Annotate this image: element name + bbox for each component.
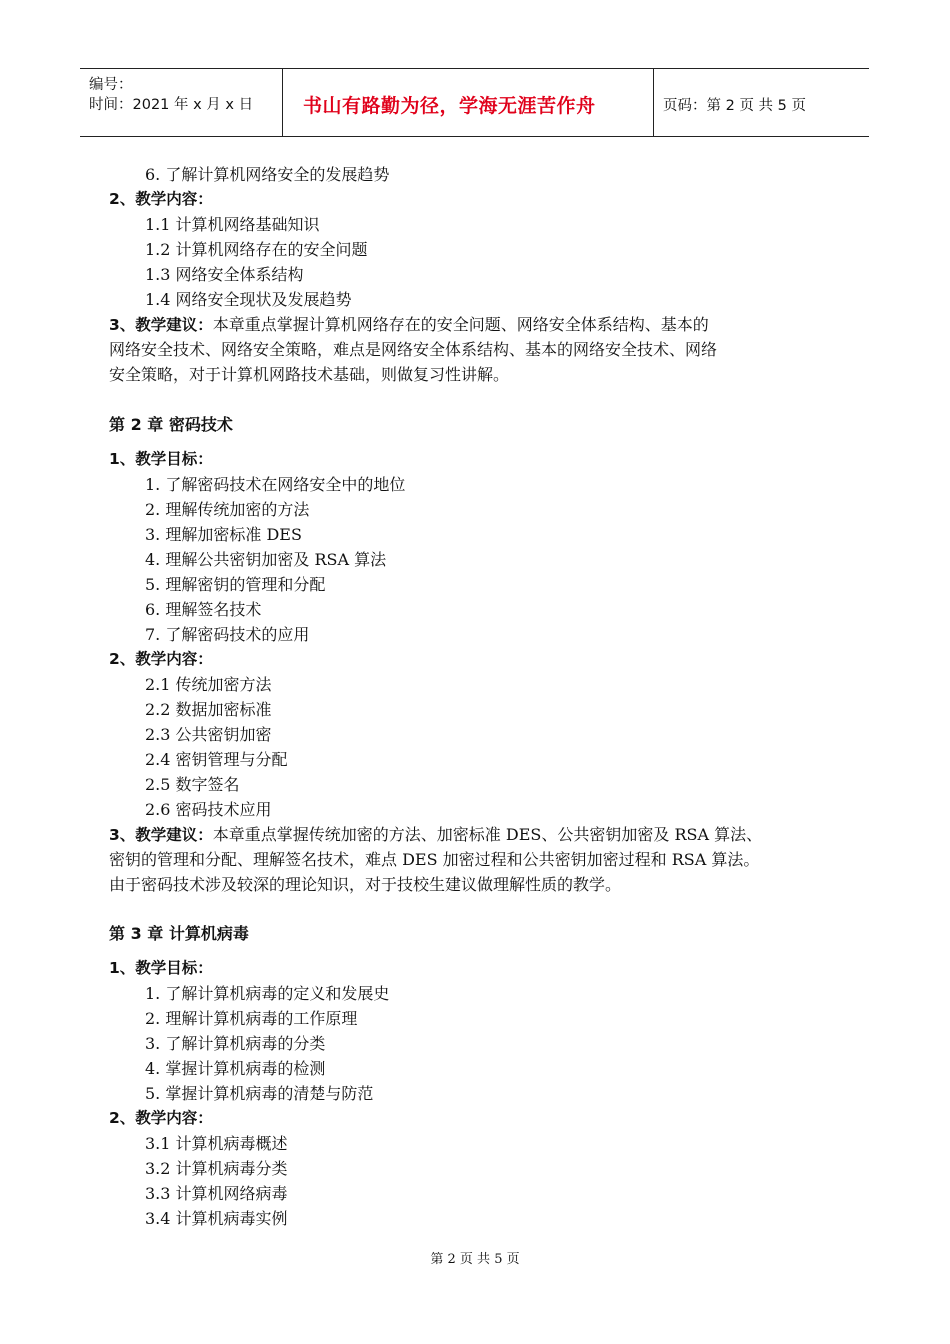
advice-line: 安全策略，对于计算机网路技术基础，则做复习性讲解。 [109,365,510,384]
goal-item: 6. 了解计算机网络安全的发展趋势 [145,165,390,184]
page-number-label: 页码：第 2 页 共 5 页 [663,98,806,114]
page-header [80,68,869,137]
advice-line [109,312,709,338]
goal-item: 4. 理解公共密钥加密及 RSA 算法 [145,550,387,569]
header-right-cell [654,69,869,136]
chapter-title: 第 2 章 密码技术 [109,415,233,434]
goal-item: 2. 理解传统加密的方法 [145,500,310,519]
advice-text: 本章重点掌握传统加密的方法、加密标准 DES、公共密钥加密及 RSA 算法、 [212,825,763,844]
goal-item: 1. 了解密码技术在网络安全中的地位 [145,475,406,494]
advice-text: 本章重点掌握计算机网络存在的安全问题、网络安全体系结构、基本的 [212,315,709,334]
goal-item: 5. 理解密钥的管理和分配 [145,575,326,594]
goal-item: 3. 了解计算机病毒的分类 [145,1034,326,1053]
content-item: 3.1 计算机病毒概述 [145,1134,288,1153]
content-item: 2.2 数据加密标准 [145,700,272,719]
content-item: 3.3 计算机网络病毒 [145,1184,288,1203]
advice-line: 密钥的管理和分配、理解签名技术，难点 DES 加密过程和公共密钥加密过程和 RSA 算法。 [109,850,760,869]
advice-line: 由于密码技术涉及较深的理论知识，对于技校生建议做理解性质的教学。 [109,875,622,894]
advice-line [109,822,762,848]
goal-item: 1. 了解计算机病毒的定义和发展史 [145,984,390,1003]
section-heading: 2、教学内容： [109,190,213,208]
content-item: 2.6 密码技术应用 [145,800,272,819]
header-motto: 书山有路勤为径，学海无涯苦作舟 [303,95,596,117]
advice-heading: 3、教学建议： [109,826,213,844]
goal-item: 6. 理解签名技术 [145,600,262,619]
content-item: 2.3 公共密钥加密 [145,725,272,744]
section-heading: 1、教学目标： [109,450,213,468]
advice-heading: 3、教学建议： [109,316,213,334]
content-item: 1.3 网络安全体系结构 [145,265,304,284]
advice-line: 网络安全技术、网络安全策略，难点是网络安全体系结构、基本的网络安全技术、网络 [109,340,718,359]
content-item: 1.4 网络安全现状及发展趋势 [145,290,352,309]
section-heading: 2、教学内容： [109,650,213,668]
section-heading: 2、教学内容： [109,1109,213,1127]
goal-item: 4. 掌握计算机病毒的检测 [145,1059,326,1078]
content-item: 2.1 传统加密方法 [145,675,272,694]
content-item: 3.2 计算机病毒分类 [145,1159,288,1178]
content-item: 1.2 计算机网络存在的安全问题 [145,240,368,259]
serial-label: 编号： [89,77,133,93]
header-left-cell [80,69,283,136]
section-heading: 1、教学目标： [109,959,213,977]
page-footer: 第 2 页 共 5 页 [430,1252,520,1267]
goal-item: 3. 理解加密标准 DES [145,525,302,544]
content-item: 2.5 数字签名 [145,775,240,794]
goal-item: 2. 理解计算机病毒的工作原理 [145,1009,358,1028]
header-motto-cell [283,69,654,136]
date-label: 时间：2021 年 x 月 x 日 [89,97,254,113]
content-item: 3.4 计算机病毒实例 [145,1209,288,1228]
goal-item: 5. 掌握计算机病毒的清楚与防范 [145,1084,374,1103]
chapter-title: 第 3 章 计算机病毒 [109,924,249,943]
content-item: 1.1 计算机网络基础知识 [145,215,320,234]
goal-item: 7. 了解密码技术的应用 [145,625,310,644]
content-item: 2.4 密钥管理与分配 [145,750,288,769]
